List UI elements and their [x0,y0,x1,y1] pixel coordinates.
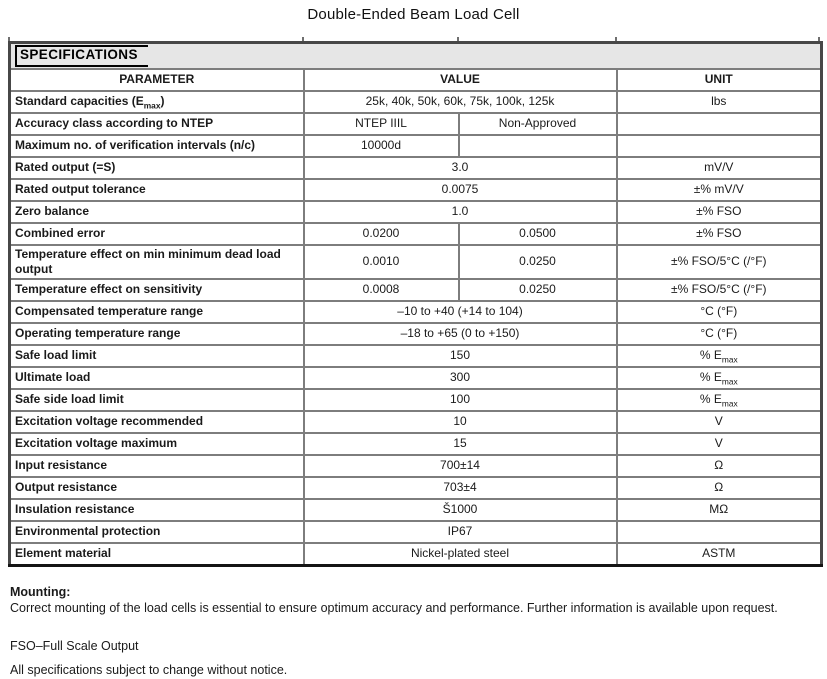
column-divider-tick [457,37,459,41]
parameter-cell: Excitation voltage recommended [10,411,304,433]
unit-cell: ±% FSO/5°C (/°F) [617,279,822,301]
parameter-cell: Standard capacities $(E_{max})$ [10,91,304,113]
parameter-cell: Temperature effect on sensitivity [10,279,304,301]
unit-cell: V [617,411,822,433]
table-row [10,499,822,521]
value-cell: 1.0 [304,201,617,223]
value-cell: 0.0200 [304,223,459,245]
table-row [10,543,822,566]
fso-note: FSO–Full Scale Output [10,638,139,653]
value-cell: Nickel-plated steel [304,543,617,566]
table-row [10,323,822,345]
value-cell: 10000d [304,135,459,157]
table-row [10,223,822,245]
unit-cell: °C (°F) [617,323,822,345]
footer-notes [10,584,817,679]
unit-cell: % $E_{max}$ [617,389,822,411]
unit-cell [617,135,822,157]
parameter-cell: Accuracy class according to NTEP [10,113,304,135]
value-cell: –10 to +40 (+14 to 104) [304,301,617,323]
table-row [10,113,822,135]
unit-cell: ±% FSO/5°C (/°F) [617,245,822,279]
parameter-cell: Rated output (=S) [10,157,304,179]
table-row [10,521,822,543]
value-cell: 150 [304,345,617,367]
value-cell: 0.0250 [459,245,617,279]
page-title: Double-Ended Beam Load Cell [307,6,520,23]
table-row [10,411,822,433]
column-divider-tick [302,37,304,41]
table-row [10,345,822,367]
parameter-cell: Environmental protection [10,521,304,543]
parameter-cell: Safe load limit [10,345,304,367]
value-cell: 10 [304,411,617,433]
table-row [10,279,822,301]
value-cell: IP67 [304,521,617,543]
table-row [10,301,822,323]
parameter-cell: Compensated temperature range [10,301,304,323]
value-cell: 3.0 [304,157,617,179]
value-cell [459,135,617,157]
parameter-cell: Input resistance [10,455,304,477]
value-cell: 0.0010 [304,245,459,279]
table-row [10,477,822,499]
column-header-row [10,69,822,91]
table-row [10,91,822,113]
unit-cell: % $E_{max}$ [617,367,822,389]
table-row [10,179,822,201]
value-cell: Š1000 [304,499,617,521]
specifications-table-area [8,37,820,567]
unit-cell: ±% FSO [617,223,822,245]
table-row [10,157,822,179]
column-header-value: VALUE [304,69,617,91]
unit-cell: lbs [617,91,822,113]
column-header-unit: UNIT [617,69,822,91]
unit-cell [617,521,822,543]
table-row [10,433,822,455]
column-divider-tick [8,37,10,41]
unit-cell: Ω [617,455,822,477]
parameter-cell: Temperature effect on min minimum dead load output [10,245,304,279]
value-cell: 100 [304,389,617,411]
parameter-cell: Operating temperature range [10,323,304,345]
column-header-parameter: PARAMETER [10,69,304,91]
value-cell: 15 [304,433,617,455]
unit-cell: % $E_{max}$ [617,345,822,367]
table-row [10,201,822,223]
parameter-cell: Maximum no. of verification intervals (n/c) [10,135,304,157]
value-cell: –18 to +65 (0 to +150) [304,323,617,345]
column-divider-tick [615,37,617,41]
table-row [10,389,822,411]
table-row [10,245,822,279]
section-header-cell [10,43,822,69]
unit-cell [617,113,822,135]
unit-cell: ASTM [617,543,822,566]
unit-cell: V [617,433,822,455]
table-row [10,455,822,477]
disclaimer: All specifications subject to change without notice. [10,663,288,678]
parameter-cell: Output resistance [10,477,304,499]
value-cell: 25k, 40k, 50k, 60k, 75k, 100k, 125k [304,91,617,113]
parameter-cell: Ultimate load [10,367,304,389]
section-header-label: SPECIFICATIONS [15,45,148,67]
mounting-text: Correct mounting of the load cells is essential to ensure optimum accuracy and performance. Further information is available upon request. [10,601,778,616]
spec-table-body [10,43,822,566]
value-cell: 0.0250 [459,279,617,301]
unit-cell: mV/V [617,157,822,179]
parameter-cell: Combined error [10,223,304,245]
table-top-strip [8,37,820,41]
value-cell: 703±4 [304,477,617,499]
parameter-cell: Safe side load limit [10,389,304,411]
unit-cell: ±% FSO [617,201,822,223]
section-header-row [10,43,822,69]
specifications-table [8,41,823,567]
parameter-cell: Insulation resistance [10,499,304,521]
value-cell: NTEP IIIL [304,113,459,135]
parameter-cell: Element material [10,543,304,566]
unit-cell: ±% mV/V [617,179,822,201]
value-cell: 700±14 [304,455,617,477]
value-cell: Non-Approved [459,113,617,135]
unit-cell: MΩ [617,499,822,521]
value-cell: 0.0075 [304,179,617,201]
unit-cell: °C (°F) [617,301,822,323]
value-cell: 0.0008 [304,279,459,301]
table-row [10,367,822,389]
value-cell: 300 [304,367,617,389]
parameter-cell: Excitation voltage maximum [10,433,304,455]
table-row [10,135,822,157]
mounting-heading: Mounting: [10,584,71,599]
parameter-cell: Rated output tolerance [10,179,304,201]
parameter-cell: Zero balance [10,201,304,223]
column-divider-tick [818,37,820,41]
value-cell: 0.0500 [459,223,617,245]
unit-cell: Ω [617,477,822,499]
